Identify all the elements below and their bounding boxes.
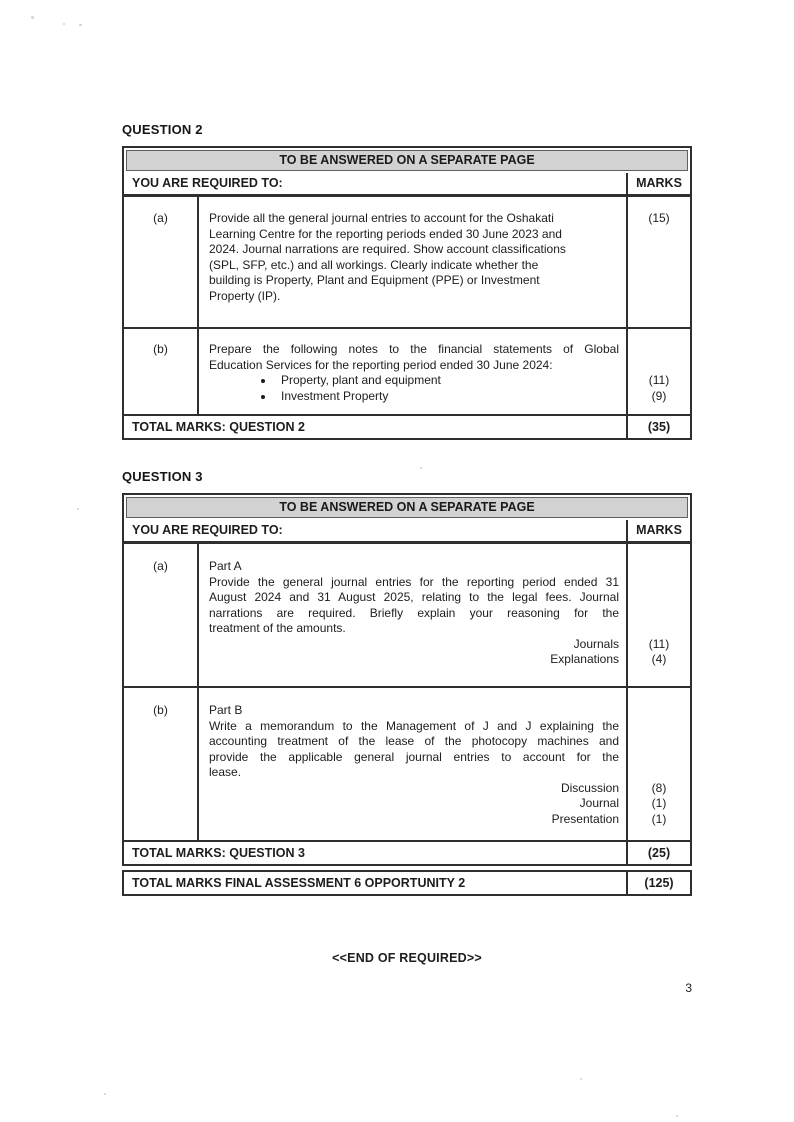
paragraph-line: Learning Centre for the reporting periods ended 30 June 2023 and (209, 226, 562, 241)
mark-value: (11) (648, 373, 670, 387)
q2-total-row (124, 416, 690, 438)
bullet-item: • Property, plant and equipment (275, 373, 619, 389)
q2-bullet-list (209, 373, 619, 404)
end-of-required-marker: <<END OF REQUIRED>> (332, 951, 482, 965)
paragraph-line: accounting treatment of the lease of the photocopy machines and (209, 734, 619, 748)
paragraph-line: August 2024 and 31 August 2025, relating to the legal fees. Journal (209, 590, 619, 604)
question-3-section (122, 469, 692, 896)
q2-banner: TO BE ANSWERED ON A SEPARATE PAGE (126, 150, 688, 171)
q2-marks-header: MARKS (626, 173, 690, 194)
q2-row-b (124, 329, 690, 416)
q3-row-a (124, 544, 690, 688)
q3-row-a-label: (a) (153, 559, 168, 573)
question-3-heading: QUESTION 3 (122, 469, 203, 484)
paragraph-line: treatment of the amounts. (209, 621, 346, 635)
bullet-item: • Investment Property (275, 389, 619, 405)
q3-header-row (124, 520, 690, 544)
q3-row-b (124, 688, 690, 842)
paragraph-line: 2024. Journal narrations are required. Show account classifications (209, 242, 566, 256)
q2-row-b-text (197, 329, 626, 414)
allocation-label: Discussion (560, 780, 619, 795)
q3-total-row (124, 842, 690, 864)
allocation-label: Journals (573, 636, 619, 651)
mark-value: (9) (651, 388, 667, 403)
mark-value: (1) (651, 796, 667, 810)
q2-row-a-marks (626, 197, 690, 327)
mark-value: (15) (648, 211, 670, 225)
paragraph-line: Property (IP). (209, 288, 281, 303)
marks-spacer (628, 342, 690, 373)
q3-total-marks: (25) (626, 842, 690, 864)
question-2-heading: QUESTION 2 (122, 122, 203, 137)
q3-row-a-text (197, 544, 626, 686)
q3-row-b-text (197, 688, 626, 840)
scan-speck (77, 508, 79, 510)
page-content (122, 122, 692, 965)
final-total-row (122, 870, 692, 896)
paragraph-line: (SPL, SFP, etc.) and all workings. Clearly indicate whether the (209, 257, 539, 272)
mark-value: (1) (651, 811, 667, 826)
marks-spacer (628, 559, 690, 637)
mark-value: (11) (648, 636, 670, 651)
final-total-label: TOTAL MARKS FINAL ASSESSMENT 6 OPPORTUNITY 2 (132, 876, 466, 890)
question-3-table (122, 493, 692, 866)
q2-header-row (124, 173, 690, 197)
q2-row-a (124, 197, 690, 329)
allocation-label: Explanations (550, 652, 619, 666)
q3-required-header: YOU ARE REQUIRED TO: (132, 523, 283, 537)
q2-row-b-marks (626, 329, 690, 414)
scan-speck (104, 1093, 106, 1095)
q3-banner: TO BE ANSWERED ON A SEPARATE PAGE (126, 497, 688, 518)
mark-value: (4) (651, 652, 667, 666)
scan-speck (676, 1115, 678, 1117)
q3-row-b-label: (b) (153, 703, 168, 717)
q2-required-header: YOU ARE REQUIRED TO: (132, 176, 283, 190)
q3-marks-header: MARKS (626, 520, 690, 541)
paragraph-line: Write a memorandum to the Management of J and J explaining the (209, 718, 619, 733)
paragraph-line: Prepare the following notes to the financial statements of Global (209, 342, 619, 356)
paragraph-line: provide the applicable general journal entries to account for the (209, 749, 619, 764)
scan-speck (63, 23, 65, 25)
q2-total-marks: (35) (626, 416, 690, 438)
part-heading: Part B (209, 703, 243, 717)
allocation-label: Presentation (551, 811, 619, 826)
q3-row-b-marks (626, 688, 690, 840)
paragraph-line: lease. (209, 765, 242, 779)
part-heading: Part A (209, 559, 242, 573)
q2-row-a-label: (a) (153, 211, 168, 225)
paragraph-line: building is Property, Plant and Equipment (PPE) or Investment (209, 273, 540, 287)
q2-total-label: TOTAL MARKS: QUESTION 2 (132, 420, 305, 434)
q2-row-b-label: (b) (153, 342, 168, 356)
paragraph-line: Provide the general journal entries for the reporting period ended 31 (209, 574, 619, 589)
q3-row-a-marks (626, 544, 690, 686)
paragraph-line: Education Services for the reporting period ended 30 June 2024: (209, 357, 553, 372)
q2-row-a-text (197, 197, 626, 327)
paragraph-line: narrations are required. Briefly explain your reasoning for the (209, 605, 619, 620)
question-2-table (122, 146, 692, 440)
q3-total-label: TOTAL MARKS: QUESTION 3 (132, 846, 305, 860)
allocation-label: Journal (579, 796, 619, 810)
final-total-marks: (125) (626, 872, 690, 894)
q3-banner-row (124, 495, 690, 520)
mark-value: (8) (651, 780, 667, 795)
scan-speck (79, 24, 82, 26)
paragraph-line: Provide all the general journal entries to account for the Oshakati (209, 211, 554, 225)
scan-speck (580, 1078, 582, 1080)
scan-speck (31, 16, 34, 19)
q2-banner-row (124, 148, 690, 173)
page-number: 3 (685, 981, 692, 995)
marks-spacer (628, 703, 690, 781)
